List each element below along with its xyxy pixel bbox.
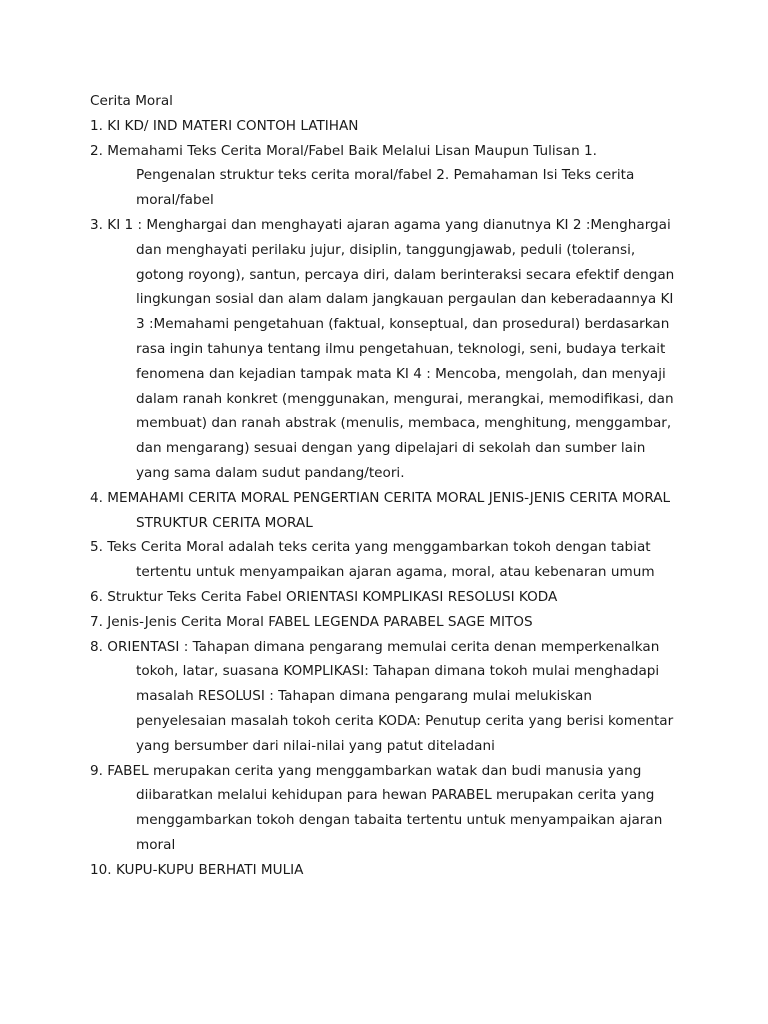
list-item-1: 1. KI KD/ IND MATERI CONTOH LATIHAN xyxy=(90,117,359,134)
list-item-9: 9. FABEL merupakan cerita yang menggambarkan watak dan budi manusia yang diibaratkan melalui kehidupan para hewan PARABEL merupakan cerita yang menggambarkan tokoh dengan tabaita tertentu untuk menyampaikan ajaran moral xyxy=(90,762,663,853)
list-item-8: 8. ORIENTASI : Tahapan dimana pengarang memulai cerita denan memperkenalkan tokoh, latar, suasana KOMPLIKASI: Tahapan dimana tokoh mulai menghadapi masalah RESOLUSI : Tahapan dimana pengarang mulai melukiskan penyelesaian masalah tokoh cerita KODA: Penutup cerita yang berisi komentar yang bersumber dari nilai-nilai yang patut diteladani xyxy=(90,638,674,754)
document-title: Cerita Moral xyxy=(90,93,173,109)
list-item-4: 4. MEMAHAMI CERITA MORAL PENGERTIAN CERITA MORAL JENIS-JENIS CERITA MORAL STRUKTUR CERITA MORAL xyxy=(90,489,671,531)
list-item-10: 10. KUPU-KUPU BERHATI MULIA xyxy=(90,861,304,878)
list-item-5: 5. Teks Cerita Moral adalah teks cerita yang menggambarkan tokoh dengan tabiat tertentu untuk menyampaikan ajaran agama, moral, atau kebenaran umum xyxy=(90,539,655,581)
list-item-6: 6. Struktur Teks Cerita Fabel ORIENTASI KOMPLIKASI RESOLUSI KODA xyxy=(90,588,558,605)
list-item-3: 3. KI 1 : Menghargai dan menghayati ajaran agama yang dianutnya KI 2 :Menghargai dan menghayati perilaku jujur, disiplin, tanggungjawab, peduli (toleransi, gotong royong), santun, percaya diri, dalam berinteraksi secara efektif dengan lingkungan sosial dan alam dalam jangkauan pergaulan dan keberadaannya KI 3 :Memahami pengetahuan (faktual, konseptual, dan prosedural) berdasarkan rasa ingin tahunya tentang ilmu pengetahuan, teknologi, seni, budaya terkait fenomena dan kejadian tampak mata KI 4 : Mencoba, mengolah, dan menyaji dalam ranah konkret (menggunakan, mengurai, merangkai, memodifikasi, dan membuat) dan ranah abstrak (menulis, membaca, menghitung, menggambar, dan mengarang) sesuai dengan yang dipelajari di sekolah dan sumber lain yang sama dalam sudut pandang/teori. xyxy=(90,216,675,481)
document-body xyxy=(90,89,680,883)
list-item-2: 2. Memahami Teks Cerita Moral/Fabel Baik Melalui Lisan Maupun Tulisan 1. Pengenalan struktur teks cerita moral/fabel 2. Pemahaman Isi Teks cerita moral/fabel xyxy=(90,142,635,209)
list-item-7: 7. Jenis-Jenis Cerita Moral FABEL LEGENDA PARABEL SAGE MITOS xyxy=(90,613,533,630)
